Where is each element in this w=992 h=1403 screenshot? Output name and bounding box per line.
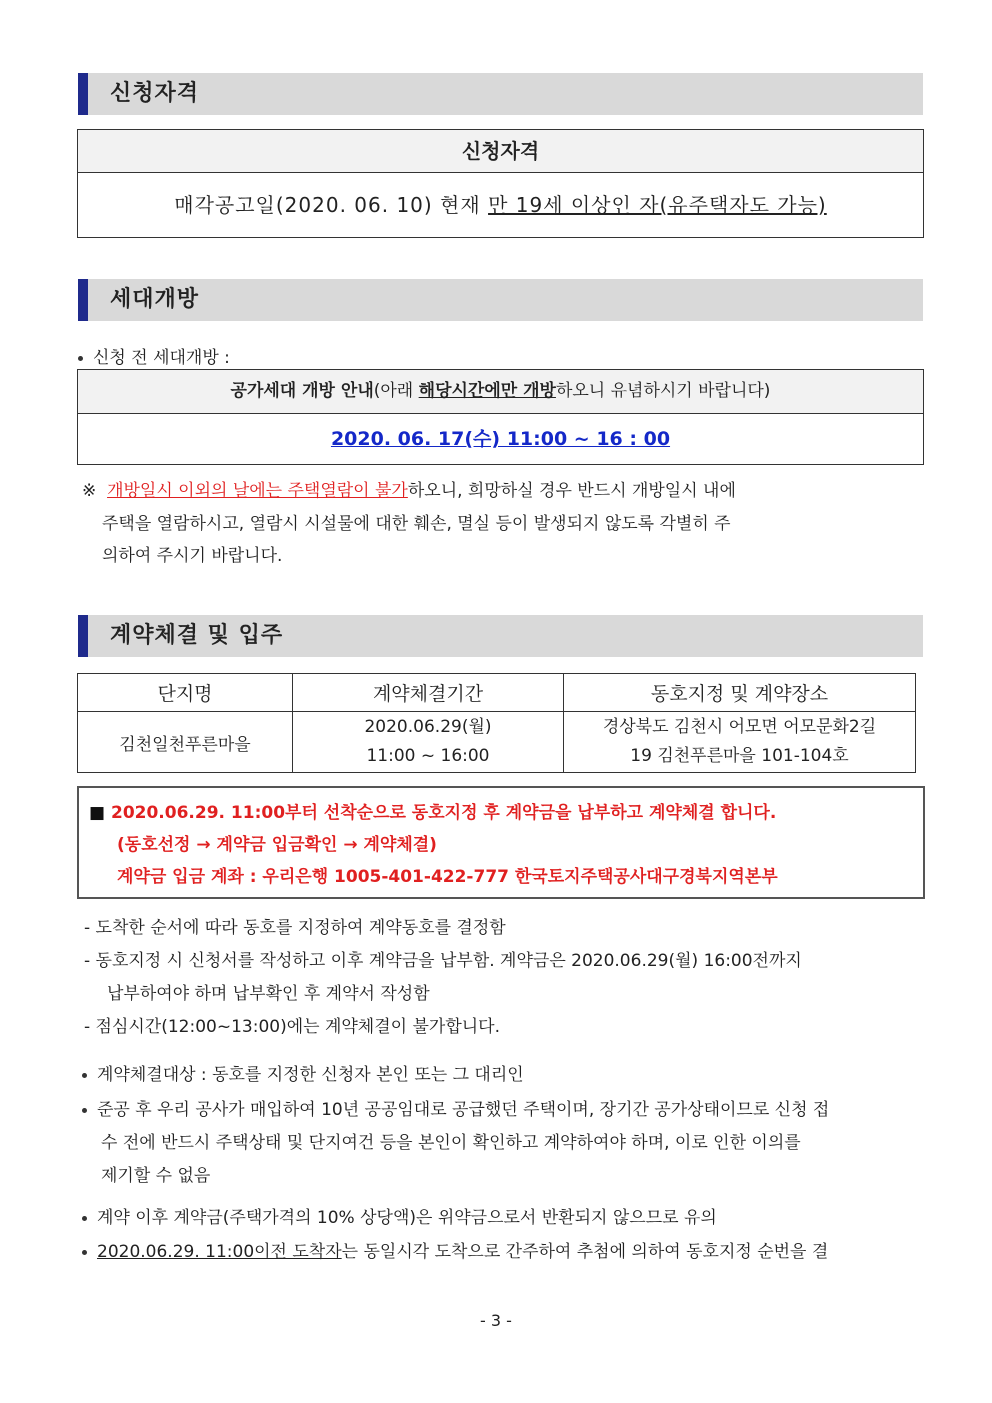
square-bullet-icon: ■ [89, 803, 106, 823]
contract-table [77, 673, 916, 773]
bullet-2 [82, 1095, 829, 1120]
dash-item-1: - 도착한 순서에 따라 동호를 지정하여 계약동호를 결정함 [84, 918, 506, 938]
note-red-text: 개방일시 이외의 날에는 주택열람이 불가 [107, 481, 408, 501]
period-line-1: 2020.06.29(월) [364, 717, 492, 737]
bullet-4 [82, 1237, 828, 1262]
section-title: 신청자격 [110, 81, 200, 106]
contract-table-header-row [78, 674, 916, 712]
open-house-datetime: 2020. 06. 17(수) 11:00 ~ 16 : 00 [330, 428, 671, 450]
section-title: 세대개방 [110, 287, 200, 312]
open-house-head-rest: 하오니 유념하시기 바랍니다) [555, 381, 771, 401]
note-mark: ※ [82, 481, 97, 501]
eligibility-table [77, 129, 924, 238]
bullet-2-line-3: 제기할 수 없음 [101, 1166, 211, 1186]
bullet-4-text: 는 동일시각 도착으로 간주하여 추첨에 의하여 동호지정 순번을 결 [341, 1242, 829, 1262]
section-marker [78, 615, 88, 657]
place-line-1: 경상북도 김천시 어모면 어모문화2길 [602, 717, 877, 737]
notice-line-1 [89, 798, 776, 823]
note-line-2: 주택을 열람하시고, 열람시 시설물에 대한 훼손, 멸실 등이 발생되지 않도록 각별히 주 [102, 514, 731, 534]
open-house-head-underlined: 해당시간에만 개방 [418, 381, 556, 401]
dash-item-2-cont: 납부하여야 하며 납부확인 후 계약서 작성함 [107, 984, 430, 1004]
section-marker [78, 279, 88, 321]
bullet-icon [82, 1108, 87, 1113]
notice-line-1-text: 2020.06.29. 11:00부터 선착순으로 동호지정 후 계약금을 납부하고 계약체결 합니다. [110, 803, 777, 823]
cell-place [564, 712, 916, 773]
bullet-2-text: 준공 후 우리 공사가 매입하여 10년 공공임대로 공급했던 주택이며, 장기간 공가상태이므로 신청 접 [97, 1100, 830, 1120]
note-text: 하오니, 희망하실 경우 반드시 개방일시 내에 [407, 481, 736, 501]
cell-period [293, 712, 564, 773]
notice-line-3: 계약금 입금 계좌 : 우리은행 1005-401-422-777 한국토지주택공사대구경북지역본부 [117, 867, 778, 887]
note-line-1 [82, 476, 736, 501]
eligibility-text: 매각공고일(2020. 06. 10) 현재 [174, 193, 489, 217]
contract-notice-box [77, 786, 925, 899]
dash-item-2: - 동호지정 시 신청서를 작성하고 이후 계약금을 납부함. 계약금은 2020.06.29(월) 16:00전까지 [84, 951, 802, 971]
open-house-head-text: (아래 [373, 381, 419, 401]
notice-line-2: (동호선정 → 계약금 입금확인 → 계약체결) [117, 835, 437, 855]
bullet-1 [82, 1060, 524, 1085]
bullet-2-line-2: 수 전에 반드시 주택상태 및 단지여건 등을 본인이 확인하고 계약하여야 하며, 이로 인한 이의를 [101, 1133, 801, 1153]
bullet-3 [82, 1203, 717, 1228]
page-number: - 3 - [480, 1311, 512, 1330]
contract-table-row [78, 712, 916, 773]
open-house-table-header [78, 370, 923, 414]
section-header-eligibility [78, 73, 923, 115]
open-house-table [77, 369, 924, 465]
cell-complex: 김천일천푸른마을 [78, 712, 293, 773]
place-line-2: 19 김천푸른마을 101-104호 [630, 746, 849, 766]
header-place: 동호지정 및 계약장소 [564, 674, 916, 712]
section-header-open-house [78, 279, 923, 321]
bullet-icon [82, 1073, 87, 1078]
header-complex: 단지명 [78, 674, 293, 712]
header-period: 계약체결기간 [293, 674, 564, 712]
bullet-4-underlined: 2020.06.29. 11:00이전 도착자 [97, 1242, 342, 1262]
period-line-2: 11:00 ~ 16:00 [366, 746, 490, 766]
eligibility-table-row [78, 173, 923, 237]
bullet-icon [82, 1250, 87, 1255]
bullet-icon [82, 1216, 87, 1221]
eligibility-table-header: 신청자격 [78, 130, 923, 173]
bullet-icon [78, 356, 83, 361]
open-house-bullet [78, 343, 230, 368]
dash-item-3: - 점심시간(12:00~13:00)에는 계약체결이 불가합니다. [84, 1017, 500, 1037]
section-marker [78, 73, 88, 115]
bullet-3-text: 계약 이후 계약금(주택가격의 10% 상당액)은 위약금으로서 반환되지 않으므로 유의 [97, 1208, 717, 1228]
note-line-3: 의하여 주시기 바랍니다. [102, 546, 283, 566]
open-house-bullet-text: 신청 전 세대개방 : [93, 348, 230, 368]
section-header-contract [78, 615, 923, 657]
open-house-head-bold: 공가세대 개방 안내 [230, 381, 374, 401]
bullet-1-text: 계약체결대상 : 동호를 지정한 신청자 본인 또는 그 대리인 [97, 1065, 524, 1085]
eligibility-underlined: 만 19세 이상인 자(유주택자도 가능) [488, 193, 827, 217]
section-title: 계약체결 및 입주 [110, 623, 284, 648]
